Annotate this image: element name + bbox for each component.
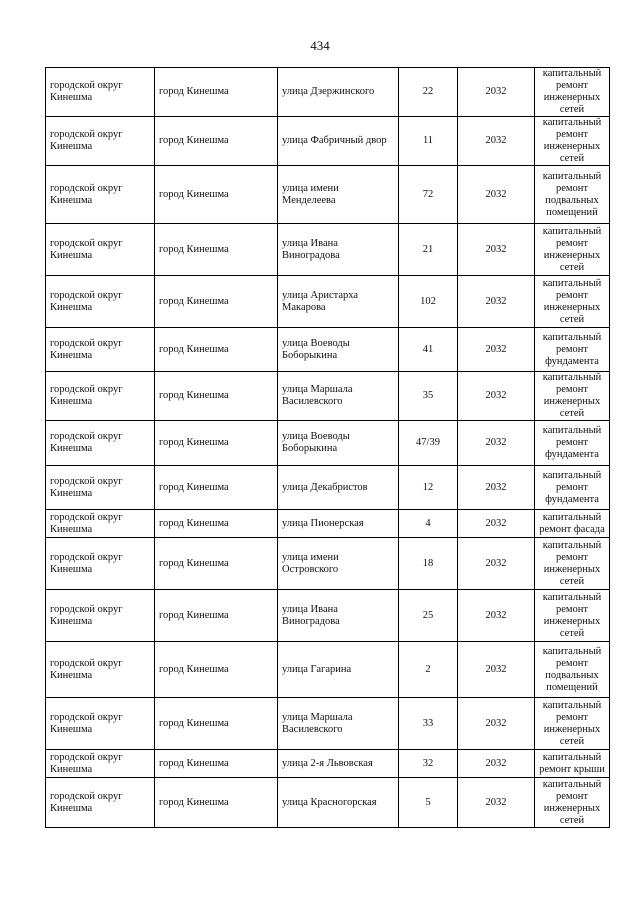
- register-table: [45, 67, 610, 828]
- table-row: [46, 778, 610, 828]
- cell-district: городской округ Кинешма: [46, 328, 155, 372]
- cell-city: город Кинешма: [155, 372, 278, 421]
- cell-year: 2032: [458, 510, 535, 538]
- cell-house-number: 2: [399, 642, 458, 698]
- cell-work-type: капитальный ремонт подвальных помещений: [535, 642, 610, 698]
- cell-work-type: капитальный ремонт фундамента: [535, 421, 610, 466]
- table-row: [46, 276, 610, 328]
- cell-city: город Кинешма: [155, 510, 278, 538]
- cell-house-number: 21: [399, 224, 458, 276]
- cell-house-number: 102: [399, 276, 458, 328]
- cell-city: город Кинешма: [155, 328, 278, 372]
- table-row: [46, 68, 610, 117]
- cell-city: город Кинешма: [155, 421, 278, 466]
- cell-city: город Кинешма: [155, 276, 278, 328]
- cell-work-type: капитальный ремонт инженерных сетей: [535, 224, 610, 276]
- table-row: [46, 328, 610, 372]
- cell-work-type: капитальный ремонт инженерных сетей: [535, 778, 610, 828]
- cell-house-number: 35: [399, 372, 458, 421]
- cell-house-number: 12: [399, 466, 458, 510]
- cell-work-type: капитальный ремонт фасада: [535, 510, 610, 538]
- cell-city: город Кинешма: [155, 68, 278, 117]
- cell-city: город Кинешма: [155, 698, 278, 750]
- table-row: [46, 698, 610, 750]
- cell-district: городской округ Кинешма: [46, 642, 155, 698]
- cell-city: город Кинешма: [155, 642, 278, 698]
- table-row: [46, 510, 610, 538]
- cell-district: городской округ Кинешма: [46, 510, 155, 538]
- cell-city: город Кинешма: [155, 538, 278, 590]
- register-table-body: [46, 68, 610, 828]
- cell-city: город Кинешма: [155, 778, 278, 828]
- cell-district: городской округ Кинешма: [46, 778, 155, 828]
- cell-house-number: 33: [399, 698, 458, 750]
- cell-street: улица Пионерская: [278, 510, 399, 538]
- cell-year: 2032: [458, 590, 535, 642]
- table-row: [46, 538, 610, 590]
- cell-street: улица имени Островского: [278, 538, 399, 590]
- cell-district: городской округ Кинешма: [46, 117, 155, 166]
- cell-year: 2032: [458, 778, 535, 828]
- cell-year: 2032: [458, 68, 535, 117]
- cell-city: город Кинешма: [155, 750, 278, 778]
- cell-street: улица имени Менделеева: [278, 166, 399, 224]
- table-row: [46, 750, 610, 778]
- cell-street: улица Аристарха Макарова: [278, 276, 399, 328]
- cell-work-type: капитальный ремонт инженерных сетей: [535, 68, 610, 117]
- table-row: [46, 224, 610, 276]
- table-row: [46, 466, 610, 510]
- cell-work-type: капитальный ремонт инженерных сетей: [535, 276, 610, 328]
- cell-district: городской округ Кинешма: [46, 372, 155, 421]
- cell-city: город Кинешма: [155, 224, 278, 276]
- cell-street: улица Ивана Виноградова: [278, 224, 399, 276]
- cell-house-number: 4: [399, 510, 458, 538]
- cell-house-number: 22: [399, 68, 458, 117]
- cell-street: улица Красногорская: [278, 778, 399, 828]
- page-number: 434: [310, 38, 330, 53]
- cell-year: 2032: [458, 466, 535, 510]
- cell-year: 2032: [458, 328, 535, 372]
- cell-work-type: капитальный ремонт фундамента: [535, 328, 610, 372]
- cell-house-number: 47/39: [399, 421, 458, 466]
- cell-year: 2032: [458, 750, 535, 778]
- cell-year: 2032: [458, 117, 535, 166]
- cell-work-type: капитальный ремонт крыши: [535, 750, 610, 778]
- cell-district: городской округ Кинешма: [46, 466, 155, 510]
- cell-street: улица 2-я Львовская: [278, 750, 399, 778]
- table-row: [46, 117, 610, 166]
- cell-district: городской округ Кинешма: [46, 698, 155, 750]
- cell-house-number: 18: [399, 538, 458, 590]
- cell-city: город Кинешма: [155, 166, 278, 224]
- cell-year: 2032: [458, 642, 535, 698]
- cell-year: 2032: [458, 698, 535, 750]
- table-row: [46, 642, 610, 698]
- cell-year: 2032: [458, 224, 535, 276]
- cell-year: 2032: [458, 421, 535, 466]
- cell-house-number: 32: [399, 750, 458, 778]
- cell-year: 2032: [458, 166, 535, 224]
- cell-district: городской округ Кинешма: [46, 224, 155, 276]
- cell-district: городской округ Кинешма: [46, 538, 155, 590]
- cell-house-number: 41: [399, 328, 458, 372]
- cell-street: улица Воеводы Боборыкина: [278, 328, 399, 372]
- cell-city: город Кинешма: [155, 117, 278, 166]
- cell-work-type: капитальный ремонт подвальных помещений: [535, 166, 610, 224]
- cell-district: городской округ Кинешма: [46, 166, 155, 224]
- cell-street: улица Декабристов: [278, 466, 399, 510]
- cell-street: улица Маршала Василевского: [278, 372, 399, 421]
- cell-house-number: 11: [399, 117, 458, 166]
- table-row: [46, 166, 610, 224]
- cell-district: городской округ Кинешма: [46, 276, 155, 328]
- cell-street: улица Ивана Виноградова: [278, 590, 399, 642]
- table-row: [46, 590, 610, 642]
- cell-house-number: 25: [399, 590, 458, 642]
- cell-work-type: капитальный ремонт фундамента: [535, 466, 610, 510]
- cell-work-type: капитальный ремонт инженерных сетей: [535, 698, 610, 750]
- cell-street: улица Гагарина: [278, 642, 399, 698]
- cell-work-type: капитальный ремонт инженерных сетей: [535, 372, 610, 421]
- cell-district: городской округ Кинешма: [46, 421, 155, 466]
- cell-work-type: капитальный ремонт инженерных сетей: [535, 590, 610, 642]
- cell-street: улица Дзержинского: [278, 68, 399, 117]
- table-row: [46, 372, 610, 421]
- cell-street: улица Маршала Василевского: [278, 698, 399, 750]
- cell-district: городской округ Кинешма: [46, 750, 155, 778]
- cell-street: улица Воеводы Боборыкина: [278, 421, 399, 466]
- cell-city: город Кинешма: [155, 590, 278, 642]
- cell-street: улица Фабричный двор: [278, 117, 399, 166]
- cell-city: город Кинешма: [155, 466, 278, 510]
- cell-house-number: 5: [399, 778, 458, 828]
- cell-year: 2032: [458, 538, 535, 590]
- table-row: [46, 421, 610, 466]
- cell-work-type: капитальный ремонт инженерных сетей: [535, 538, 610, 590]
- cell-district: городской округ Кинешма: [46, 68, 155, 117]
- cell-district: городской округ Кинешма: [46, 590, 155, 642]
- cell-year: 2032: [458, 276, 535, 328]
- cell-work-type: капитальный ремонт инженерных сетей: [535, 117, 610, 166]
- cell-house-number: 72: [399, 166, 458, 224]
- cell-year: 2032: [458, 372, 535, 421]
